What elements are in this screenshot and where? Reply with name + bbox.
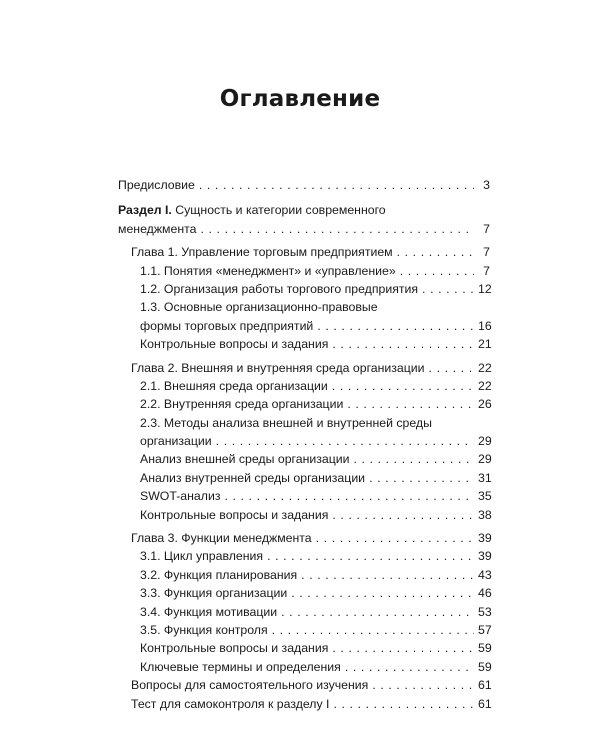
toc-entry-label: Анализ внешней среды организации: [140, 452, 350, 467]
toc-entry[interactable]: [118, 621, 490, 639]
leader-dots: [332, 506, 474, 524]
toc-entry-label: 3.1. Цикл управления: [140, 549, 264, 564]
toc-entry-label: Контрольные вопросы и задания: [140, 337, 329, 352]
toc-entry-label: менеджмента: [118, 221, 197, 236]
toc-entry[interactable]: [118, 395, 490, 413]
leader-dots: [372, 676, 474, 694]
toc-entry-label: 1.2. Организация работы торгового предприятия: [140, 281, 419, 296]
toc-entry[interactable]: [118, 377, 490, 395]
toc-entry[interactable]: [118, 317, 490, 335]
toc-entry[interactable]: [118, 262, 490, 280]
leader-dots: [199, 176, 474, 194]
toc-entry-chapter-3[interactable]: [118, 529, 490, 547]
toc-entry-label: формы торговых предприятий: [140, 318, 314, 333]
section-prefix: Раздел I.: [118, 203, 172, 218]
leader-dots: [216, 432, 474, 450]
toc-entry-label: 3.5. Функция контроля: [140, 622, 268, 637]
leader-dots: [397, 243, 474, 261]
leader-dots: [333, 695, 474, 713]
toc-entry[interactable]: [118, 547, 490, 565]
toc-entry-page: 46: [478, 586, 492, 601]
toc-entry[interactable]: [118, 432, 490, 450]
toc-entry[interactable]: [118, 658, 490, 676]
toc-entry-page: 29: [478, 452, 492, 467]
toc-entry-label: Вопросы для самостоятельного изучения: [131, 678, 369, 693]
toc-entry[interactable]: [118, 639, 490, 657]
leader-dots: [281, 603, 474, 621]
toc-entry-page: 7: [483, 263, 490, 278]
toc-entry-page: 7: [483, 245, 490, 260]
toc-entry-page: 3: [483, 178, 490, 192]
toc-entry[interactable]: [118, 603, 490, 621]
toc-entry-page: 31: [478, 470, 492, 485]
toc-entry-page: 57: [478, 622, 492, 637]
toc-entry-page: 26: [478, 397, 492, 412]
toc-entry-page: 22: [478, 360, 492, 375]
toc-entry-label: Предисловие: [118, 178, 195, 192]
toc-entry-label: Глава 2. Внешняя и внутренняя среда организации: [131, 360, 425, 375]
toc-entry-label: Глава 3. Функции менеджмента: [131, 531, 312, 546]
toc-entry-label: 2.2. Внутренняя среда организации: [140, 397, 344, 412]
leader-dots: [316, 529, 474, 547]
leader-dots: [332, 639, 474, 657]
leader-dots: [369, 469, 474, 487]
toc-entry-page: 39: [478, 549, 492, 564]
leader-dots: [332, 377, 474, 395]
leader-dots: [224, 487, 474, 505]
toc-entry-label: Ключевые термины и определения: [140, 659, 341, 674]
toc-entry-line1[interactable]: 1.3. Основные организационно-правовые: [140, 300, 378, 315]
toc-entry-section[interactable]: [118, 220, 490, 238]
leader-dots: [291, 584, 474, 602]
toc-entry-label: 3.2. Функция планирования: [140, 567, 298, 582]
toc-entry-label: 1.1. Понятия «менеджмент» и «управление»: [140, 263, 396, 278]
toc-entry-page: 61: [478, 696, 492, 711]
leader-dots: [200, 220, 474, 238]
toc-entry-self-study[interactable]: [118, 676, 490, 694]
toc-entry-label: Контрольные вопросы и задания: [140, 641, 329, 656]
toc-entry-preface[interactable]: [118, 176, 490, 194]
toc-entry-label: Анализ внутренней среды организации: [140, 470, 366, 485]
toc-entry-page: 53: [478, 604, 492, 619]
toc-entry-page: 29: [478, 434, 492, 449]
page-title: Оглавление: [219, 86, 381, 112]
toc-entry-chapter-2[interactable]: [118, 359, 490, 377]
leader-dots: [301, 566, 474, 584]
toc-entry-page: 21: [478, 337, 492, 352]
toc-entry-page: 61: [478, 678, 492, 693]
toc-entry[interactable]: [118, 506, 490, 524]
leader-dots: [422, 280, 474, 298]
toc-entry[interactable]: [118, 584, 490, 602]
leader-dots: [332, 335, 474, 353]
toc-entry-page: 12: [478, 281, 492, 296]
toc-entry[interactable]: [118, 335, 490, 353]
toc-entry[interactable]: [118, 450, 490, 468]
toc-entry-page: 43: [478, 567, 492, 582]
toc-entry-label: SWOT-анализ: [140, 489, 221, 504]
toc-entry-label: 3.4. Функция мотивации: [140, 604, 278, 619]
toc-entry[interactable]: [118, 487, 490, 505]
toc-entry-page: 22: [478, 378, 492, 393]
toc-entry-label: Глава 1. Управление торговым предприятием: [131, 245, 393, 260]
leader-dots: [272, 621, 474, 639]
leader-dots: [345, 658, 474, 676]
table-of-contents: [118, 176, 490, 713]
toc-entry-label: 2.1. Внешняя среда организации: [140, 378, 328, 393]
toc-entry-page: 16: [478, 318, 492, 333]
toc-entry-page: 59: [478, 641, 492, 656]
toc-entry[interactable]: [118, 280, 490, 298]
toc-entry-page: 59: [478, 659, 492, 674]
leader-dots: [429, 359, 474, 377]
leader-dots: [267, 547, 474, 565]
toc-entry[interactable]: [118, 566, 490, 584]
leader-dots: [317, 317, 474, 335]
toc-entry-chapter-1[interactable]: [118, 243, 490, 261]
toc-entry-page: 35: [478, 489, 492, 504]
toc-entry-label: организации: [140, 434, 212, 449]
toc-entry-line1[interactable]: 2.3. Методы анализа внешней и внутренней среды: [140, 415, 432, 430]
toc-entry-label: 3.3. Функция организации: [140, 586, 288, 601]
toc-entry-label: Тест для самоконтроля к разделу I: [131, 696, 330, 711]
leader-dots: [354, 450, 474, 468]
toc-entry-label: Контрольные вопросы и задания: [140, 507, 329, 522]
section-title: Сущность и категории современного: [171, 203, 386, 218]
toc-entry-page: 39: [478, 531, 492, 546]
leader-dots: [400, 262, 474, 280]
leader-dots: [347, 395, 474, 413]
toc-entry-section-line1[interactable]: [118, 201, 490, 219]
toc-entry-self-test[interactable]: [118, 695, 490, 713]
toc-entry[interactable]: [118, 469, 490, 487]
toc-entry-page: 38: [478, 507, 492, 522]
toc-entry-page: 7: [483, 221, 490, 236]
